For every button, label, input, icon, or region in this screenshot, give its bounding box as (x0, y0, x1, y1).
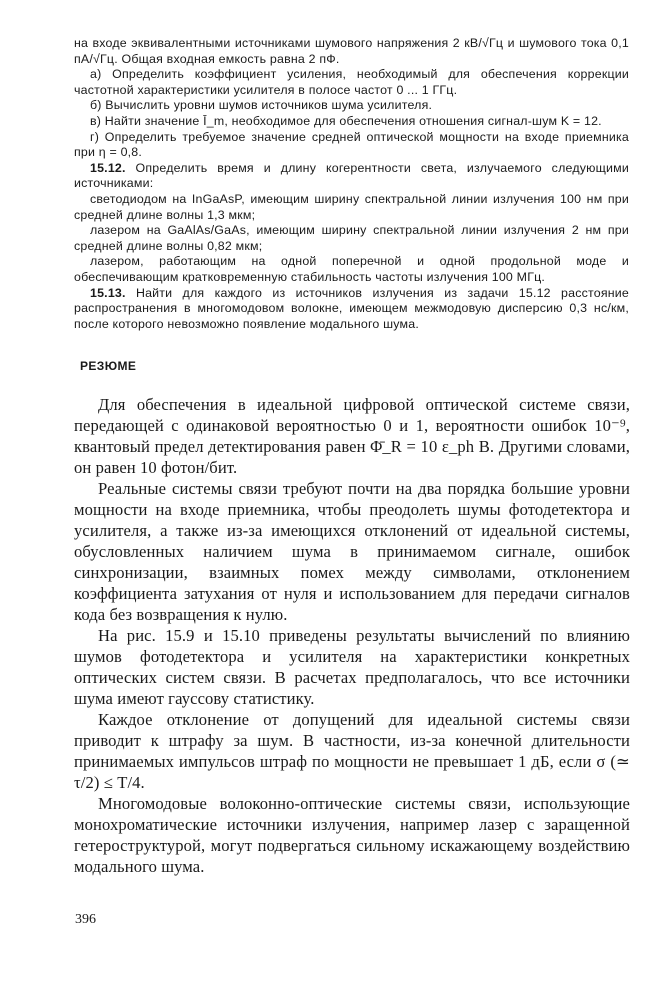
problem-15-13-text: Найти для каждого из источников излучения из задачи 15.12 расстояние распространения в многомодовом волокне, имеющем межмодовую дисперсию 0,3 нс/км, после которого невозможно появление модального шума. (74, 285, 629, 331)
source-item-2: лазером на GaAlAs/GaAs, имеющим ширину спектральной линии излучения 2 нм при средней длине волны 0,82 мкм; (74, 223, 629, 253)
source-item-1: светодиодом на InGaAsP, имеющим ширину спектральной линии излучения 100 нм при средней длине волны 1,3 мкм; (74, 191, 629, 222)
problem-15-13 (74, 286, 629, 333)
problem-15-12 (74, 161, 629, 192)
problem-intro-line: на входе эквивалентными источниками шумового напряжения 2 кВ/√Гц и шумового тока 0,1 пА/√Гц. Общая входная емкость равна 2 пФ. (74, 36, 629, 66)
problems-block (74, 36, 629, 332)
problem-item-a: а) Определить коэффициент усиления, необходимый для обеспечения коррекции частотной характеристики усилителя в полосе частот 0 ... 1 ГГц. (74, 67, 629, 97)
problem-item-v: в) Найти значение Ī_m, необходимое для обеспечения отношения сигнал-шум K = 12. (90, 113, 602, 128)
page-number: 396 (75, 912, 96, 927)
problem-item-g: г) Определить требуемое значение средней оптической мощности на входе приемника при η = 0,8. (74, 129, 629, 160)
summary-body (74, 394, 630, 877)
summary-paragraph-2: Реальные системы связи требуют почти на два порядка большие уровни мощности на входе приемника, чтобы преодолеть шумы фотодетектора и усилителя, а также из-за имеющихся отклонений от идеальной системы, обусловленных наличием шума в принимаемом сигнале, ошибок синхронизации, взаимных помех между символами, отклонением коэффициента затухания от нуля и использованием для передачи сигналов кода без возвращения к нулю. (74, 479, 630, 624)
section-heading: РЕЗЮМЕ (80, 359, 137, 373)
summary-paragraph-3: На рис. 15.9 и 15.10 приведены результаты вычислений по влиянию шумов фотодетектора и усилителя на характеристики конкретных оптических систем связи. В расчетах предполагалось, что все источники шума имеют гауссову статистику. (74, 626, 630, 708)
problem-15-12-number: 15.12. (90, 160, 126, 175)
problem-item-b: б) Вычислить уровни шумов источников шума усилителя. (90, 98, 433, 113)
summary-paragraph-5: Многомодовые волоконно-оптические системы связи, использующие монохроматические источники излучения, например лазер с заращенной гетероструктурой, могут подвергаться сильному искажающему воздействию модального шума. (74, 794, 630, 876)
problem-15-12-text: Определить время и длину когерентности света, излучаемого следующими источниками: (74, 160, 629, 191)
summary-paragraph-4: Каждое отклонение от допущений для идеальной системы связи приводит к штрафу за шум. В частности, из-за конечной длительности принимаемых импульсов штраф по мощности не превышает 1 дБ, если σ (≃ τ/2) ≤ T/4. (74, 710, 630, 792)
summary-paragraph-1: Для обеспечения в идеальной цифровой оптической системе связи, передающей с одинаковой вероятностью 0 и 1, вероятности ошибок 10⁻⁹, квантовый предел детектирования равен Φ̄_R = 10 ε_ph B. Другими словами, он равен 10 фотон/бит. (74, 395, 630, 477)
source-item-3: лазером, работающим на одной поперечной и одной продольной моде и обеспечивающим кратковременную стабильность частоты излучения 100 МГц. (74, 254, 629, 284)
problem-15-13-number: 15.13. (90, 285, 126, 300)
